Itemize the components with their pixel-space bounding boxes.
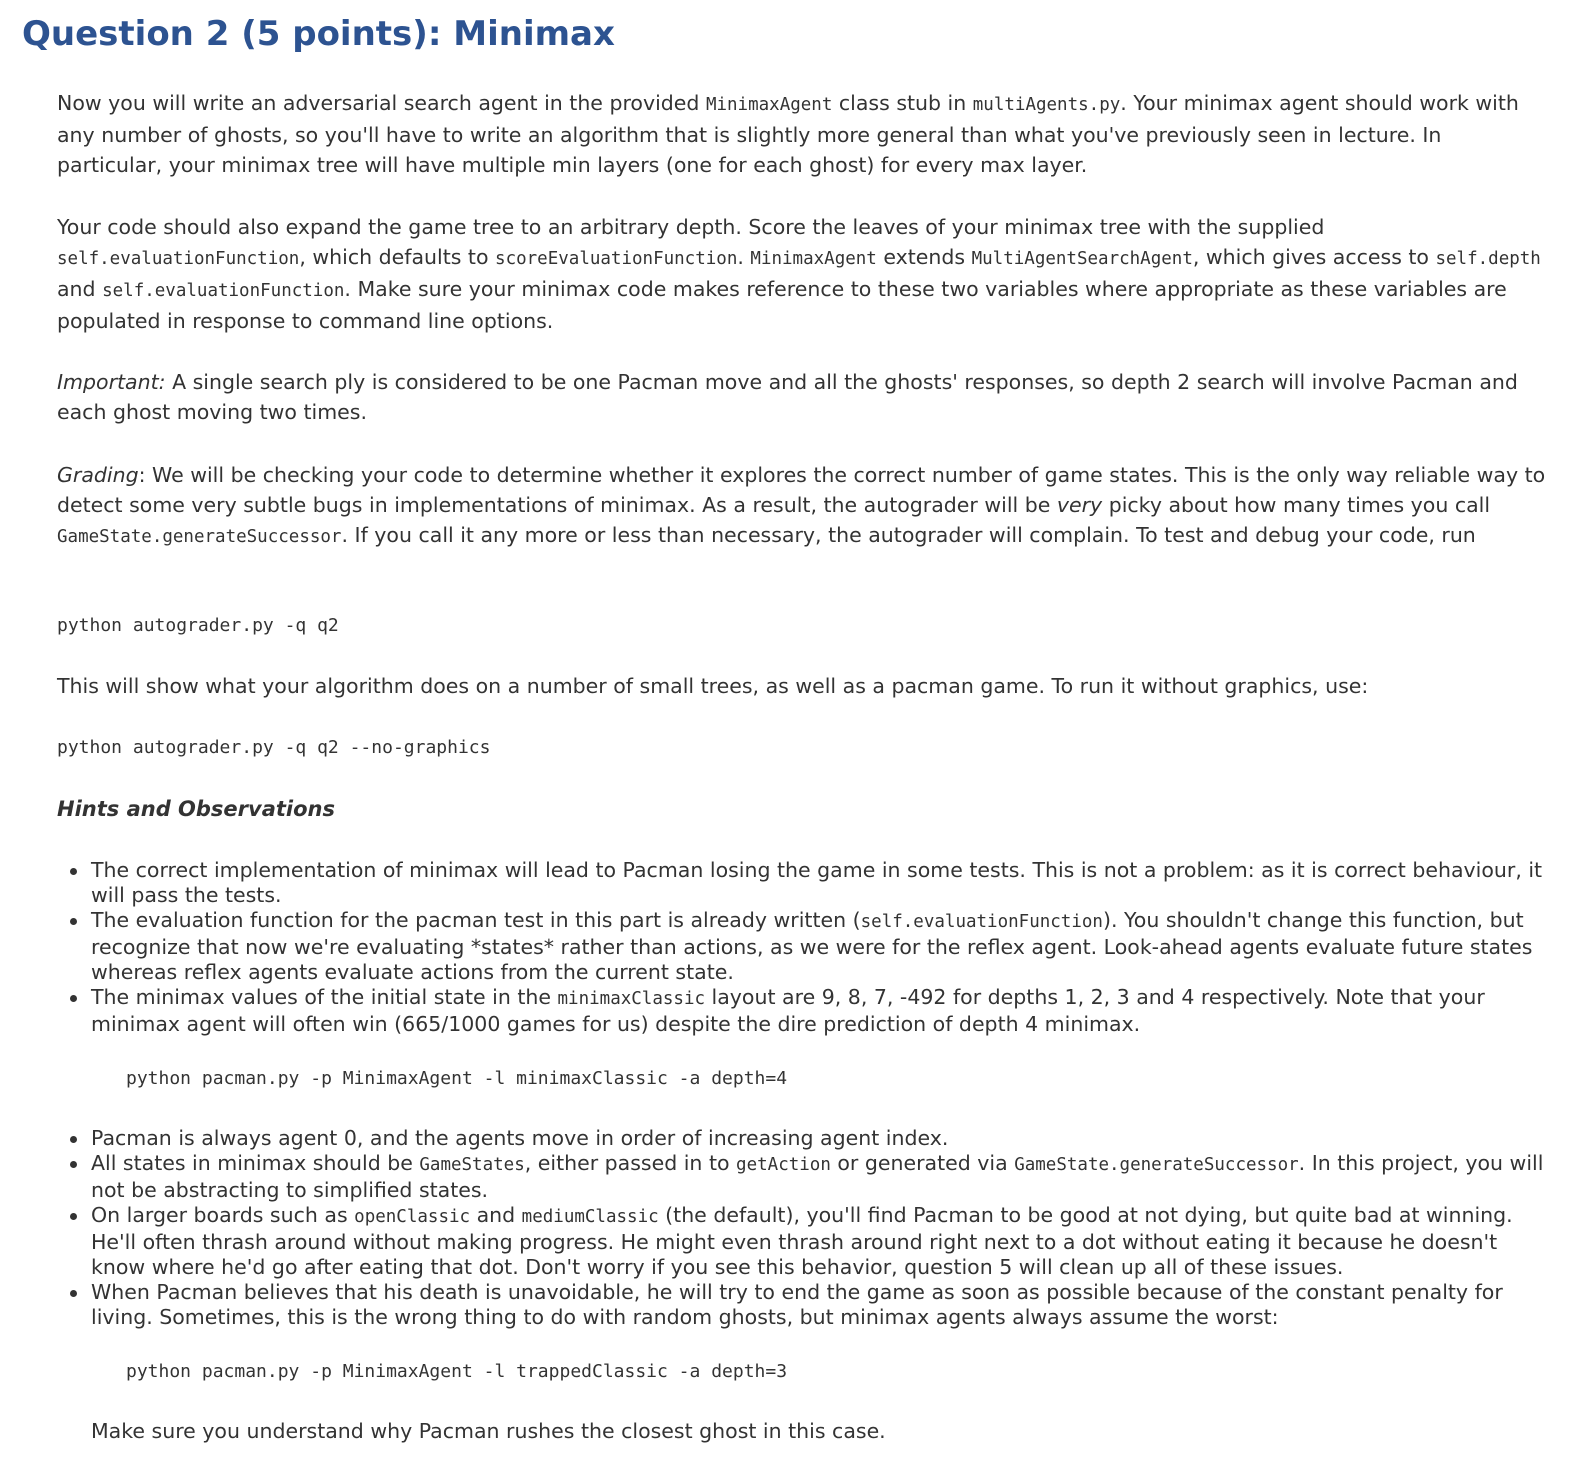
list-item	[57, 1280, 1557, 1330]
paragraph-grading	[57, 460, 1547, 552]
code-generate-successor: GameState.generateSuccessor	[57, 527, 342, 547]
text: On larger boards such as	[91, 1203, 355, 1227]
text: A single search ply is considered to be one Pacman move and all the ghosts' responses, so depth 2 search will involve Pacman and each ghost moving two times.	[57, 370, 1518, 424]
list-item	[57, 908, 1557, 985]
bullet-icon	[70, 1136, 77, 1143]
paragraph-intro	[57, 88, 1547, 180]
bullet-icon	[70, 868, 77, 875]
text: class stub in	[832, 91, 973, 115]
text: The evaluation function for the pacman test in this part is already written (	[91, 908, 861, 932]
code-multiagent-search-agent: MultiAgentSearchAgent	[971, 249, 1193, 269]
bullet-icon	[70, 1213, 77, 1220]
text: and	[57, 277, 103, 301]
text: Your code should also expand the game tree to an arbitrary depth. Score the leaves of your minimax tree with the supplied	[57, 215, 1325, 239]
text: . Your minimax agent should work with any number of ghosts, so you'll have to write an algorithm that is slightly more general than what you've previously seen in lecture. In particular, your minimax tree will have multiple min layers (one for each ghost) for every max layer.	[57, 91, 1519, 177]
code-minimax-agent: MinimaxAgent	[750, 249, 877, 269]
text: When Pacman believes that his death is unavoidable, he will try to end the game as soon as possible because of the constant penalty for living. Sometimes, this is the wrong thing to do with random ghosts, but minimax agents always assume the worst:	[91, 1280, 1503, 1329]
text: and	[470, 1203, 522, 1227]
code-minimax-classic: minimaxClassic	[557, 989, 706, 1009]
paragraph-important	[57, 367, 1547, 427]
paragraph-small-trees	[57, 671, 1547, 701]
text: This will show what your algorithm does on a number of small trees, as well as a pacman game. To run it without graphics, use:	[57, 674, 1369, 698]
list-item	[57, 1151, 1557, 1203]
bullet-icon	[70, 1290, 77, 1297]
bullet-icon	[70, 995, 77, 1002]
page-title: Question 2 (5 points): Minimax	[22, 14, 615, 54]
code-evaluation-function: self.evaluationFunction	[57, 249, 300, 269]
text: , either passed in to	[524, 1151, 737, 1175]
text: . Make sure your minimax code makes reference to these two variables where appropriate as these variables are populated in response to command line options.	[57, 277, 1507, 333]
text: . If you call it any more or less than necessary, the autograder will complain. To test and debug your code, run	[341, 523, 1476, 547]
code-score-evaluation-function: scoreEvaluationFunction	[495, 249, 738, 269]
bullet-icon	[70, 1161, 77, 1168]
text: , which gives access to	[1192, 245, 1436, 269]
hints-list	[57, 858, 1557, 1037]
code-medium-classic: mediumClassic	[521, 1207, 659, 1227]
command-autograder: python autograder.py -q q2	[57, 615, 339, 636]
text: . In this project, you will not be abstracting to simplified states.	[91, 1151, 1544, 1202]
text: ). You shouldn't change this function, but recognize that now we're evaluating *states* rather than actions, as we were for the reflex agent. Look-ahead agents evaluate future states whereas reflex agents evaluate actions from the current state.	[91, 908, 1533, 984]
text: (the default), you'll find Pacman to be good at not dying, but quite bad at winning. He'll often thrash around without making progress. He might even thrash around right next to a dot without eating it because he doesn't know where he'd go after eating that dot. Don't worry if you see this behavior, question 5 will clean up all of these issues.	[91, 1203, 1513, 1279]
paragraph-depth	[57, 212, 1547, 336]
code-multiagents-file: multiAgents.py	[972, 95, 1121, 115]
text: or generated via	[830, 1151, 1015, 1175]
text: The minimax values of the initial state in the	[91, 985, 558, 1009]
text: .	[737, 245, 751, 269]
emphasis-very: very	[1056, 493, 1103, 517]
code-get-action: getAction	[736, 1155, 831, 1175]
text: Pacman is always agent 0, and the agents move in order of increasing agent index.	[91, 1126, 949, 1150]
code-evaluation-function: self.evaluationFunction	[860, 912, 1103, 932]
code-evaluation-function: self.evaluationFunction	[102, 281, 345, 301]
list-item	[57, 858, 1557, 908]
bullet-icon	[70, 918, 77, 925]
list-item	[57, 1126, 1557, 1151]
text: All states in minimax should be	[91, 1151, 420, 1175]
text: picky about how many times you call	[1102, 493, 1491, 517]
text: The correct implementation of minimax will lead to Pacman losing the game in some tests. This is not a problem: as it is correct behaviour, it will pass the tests.	[91, 858, 1543, 907]
hints-heading: Hints and Observations	[57, 797, 335, 821]
code-minimax-agent: MinimaxAgent	[705, 95, 833, 115]
code-gamestates: GameStates	[419, 1155, 525, 1175]
code-generate-successor: GameState.generateSuccessor	[1014, 1155, 1299, 1175]
code-open-classic: openClassic	[354, 1207, 471, 1227]
code-self-depth: self.depth	[1435, 249, 1541, 269]
command-minimax-classic: python pacman.py -p MinimaxAgent -l minimaxClassic -a depth=4	[126, 1068, 788, 1089]
command-trapped-classic: python pacman.py -p MinimaxAgent -l trappedClassic -a depth=3	[126, 1361, 788, 1382]
closing-note: Make sure you understand why Pacman rushes the closest ghost in this case.	[91, 1419, 886, 1443]
text: : We will be checking your code to determine whether it explores the correct number of game states. This is the only way reliable way to detect some very subtle bugs in implementations of minimax. As a result, the autograder will be	[57, 463, 1546, 517]
list-item	[57, 985, 1557, 1037]
important-label: Important:	[57, 370, 166, 394]
text: extends	[876, 245, 972, 269]
text: layout are 9, 8, 7, -492 for depths 1, 2, 3 and 4 respectively. Note that your minimax agent will often win (665/1000 games for us) despite the dire prediction of depth 4 minimax.	[91, 985, 1485, 1036]
command-autograder-no-graphics: python autograder.py -q q2 --no-graphics	[57, 737, 491, 758]
hints-list-continued	[57, 1126, 1557, 1330]
text: Now you will write an adversarial search agent in the provided	[57, 91, 706, 115]
list-item	[57, 1203, 1557, 1280]
grading-label: Grading	[57, 463, 139, 487]
text: , which defaults to	[299, 245, 496, 269]
